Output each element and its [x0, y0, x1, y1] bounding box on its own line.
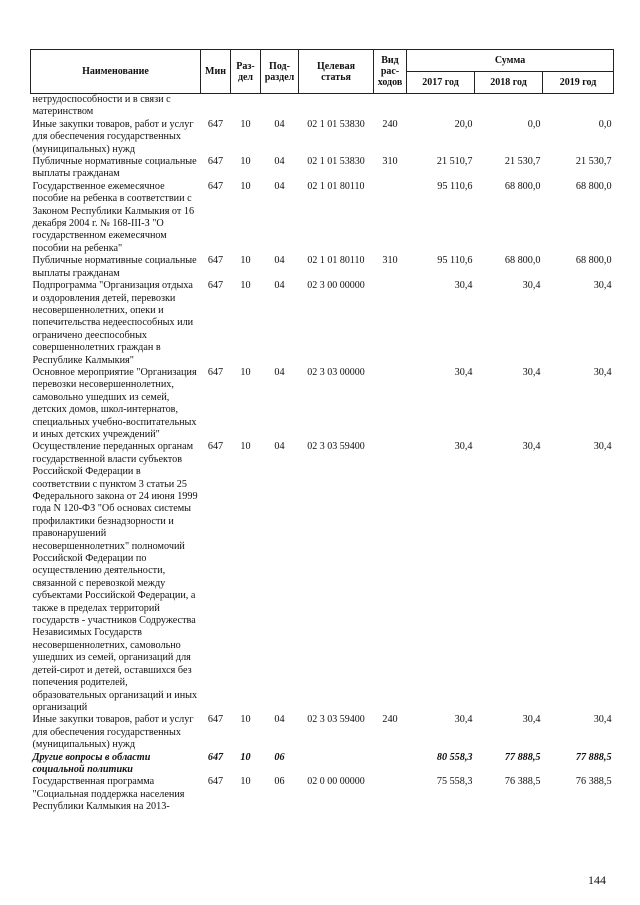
cell-2018: 76 388,5 [504, 776, 541, 788]
cell-razdel: 10 [240, 776, 251, 788]
table-header-row [31, 50, 614, 72]
cell-2019: 30,4 [593, 280, 612, 292]
header-2017: 2017 год [407, 72, 475, 94]
cell-2017: 30,4 [454, 714, 473, 726]
cell-razdel: 10 [240, 255, 251, 267]
cell-min: 647 [207, 714, 224, 726]
cell-name: Иные закупки товаров, работ и услуг для обеспечения государственных (муниципальных) нужд [32, 118, 194, 155]
cell-razdel [231, 94, 261, 119]
cell-min: 647 [207, 280, 224, 292]
cell-min: 647 [207, 255, 224, 267]
cell-vid: 310 [382, 156, 398, 168]
cell-vid [374, 441, 407, 714]
cell-2017: 80 558,3 [436, 751, 473, 763]
table-row [31, 367, 614, 441]
cell-2019 [543, 94, 614, 119]
header-summa: Сумма [407, 50, 614, 72]
cell-2017: 21 510,7 [436, 156, 473, 168]
cell-target [299, 752, 374, 777]
cell-podrazdel: 04 [274, 156, 285, 168]
table-row [31, 255, 614, 280]
cell-target: 02 1 01 80110 [307, 255, 365, 267]
page-number: 144 [588, 873, 606, 887]
cell-podrazdel: 06 [274, 751, 285, 763]
table-row [31, 714, 614, 751]
cell-2018: 21 530,7 [504, 156, 541, 168]
cell-2019: 77 888,5 [575, 751, 612, 763]
cell-podrazdel: 04 [274, 366, 285, 378]
header-razdel: Раз- дел [231, 50, 261, 94]
cell-min: 647 [207, 366, 224, 378]
header-2018: 2018 год [475, 72, 543, 94]
cell-2017: 75 558,3 [436, 776, 473, 788]
cell-target: 02 3 03 59400 [307, 714, 365, 726]
cell-vid [374, 280, 407, 367]
cell-podrazdel: 04 [274, 118, 285, 130]
cell-vid: 240 [382, 118, 398, 130]
cell-vid: 240 [382, 714, 398, 726]
cell-2019: 30,4 [593, 441, 612, 453]
table-row [31, 181, 614, 255]
cell-2018: 77 888,5 [504, 751, 541, 763]
cell-podrazdel: 04 [274, 441, 285, 453]
cell-razdel: 10 [240, 751, 251, 763]
table-row [31, 280, 614, 367]
cell-target: 02 1 01 53830 [307, 118, 365, 130]
cell-razdel: 10 [240, 156, 251, 168]
cell-razdel: 10 [240, 441, 251, 453]
cell-vid: 310 [382, 255, 398, 267]
cell-vid [374, 752, 407, 777]
header-podrazdel: Под- раздел [261, 50, 299, 94]
header-target: Целевая статья [299, 50, 374, 94]
cell-min [201, 94, 231, 119]
cell-2017 [407, 94, 475, 119]
cell-target: 02 1 01 53830 [307, 156, 365, 168]
table-row [31, 752, 614, 777]
cell-name: нетрудоспособности и в связи с материнством [32, 94, 171, 118]
cell-name: Другие вопросы в области социальной политики [32, 751, 151, 775]
cell-min: 647 [207, 180, 224, 192]
cell-2019: 21 530,7 [575, 156, 612, 168]
cell-2017: 20,0 [454, 118, 473, 130]
cell-name: Публичные нормативные социальные выплаты гражданам [32, 156, 197, 180]
cell-vid [374, 181, 407, 255]
cell-vid [374, 94, 407, 119]
cell-2018: 68 800,0 [504, 180, 541, 192]
cell-2019: 0,0 [598, 118, 612, 130]
cell-2018: 30,4 [522, 366, 541, 378]
cell-2019: 30,4 [593, 714, 612, 726]
cell-2017: 95 110,6 [437, 180, 473, 192]
cell-razdel: 10 [240, 180, 251, 192]
cell-2019: 68 800,0 [575, 180, 612, 192]
table-row [31, 441, 614, 714]
cell-podrazdel: 06 [274, 776, 285, 788]
cell-2018: 30,4 [522, 441, 541, 453]
cell-min: 647 [207, 156, 224, 168]
cell-podrazdel [261, 94, 299, 119]
header-2019: 2019 год [543, 72, 614, 94]
cell-razdel: 10 [240, 118, 251, 130]
header-min: Мин [201, 50, 231, 94]
cell-2019: 68 800,0 [575, 255, 612, 267]
cell-name: Публичные нормативные социальные выплаты гражданам [32, 255, 197, 279]
cell-name: Государственная программа "Социальная поддержка населения Республики Калмыкия на 2013- [32, 776, 185, 813]
cell-2017: 30,4 [454, 441, 473, 453]
cell-name: Осуществление переданных органам государственной власти субъектов Российской Федерации в соответствии с пунктом 3 статьи 25 Федерального закона от 24 июня 1999 года N 120-ФЗ "Об основах системы профилактики безнадзорности и правонарушений несовершеннолетних" полномочий Российской Федерации по осуществлению деятельности, связанной с перевозкой между субъектами Российской Федерации, а также в пределах территорий государств - участников Содружества Независимых Государств несовершеннолетних, самовольно ушедших из семей, организаций для детей-сирот и детей, оставшихся без попечения родителей, образовательных организаций и иных организаций [32, 441, 198, 713]
cell-name: Иные закупки товаров, работ и услуг для обеспечения государственных (муниципальных) нужд [32, 714, 194, 751]
cell-target: 02 3 03 59400 [307, 441, 365, 453]
cell-target [299, 94, 374, 119]
cell-min: 647 [207, 776, 224, 788]
cell-razdel: 10 [240, 280, 251, 292]
table-row [31, 94, 614, 119]
cell-target: 02 0 00 00000 [307, 776, 365, 788]
cell-name: Государственное ежемесячное пособие на ребенка в соответствии с Законом Республики Калмыкия от 16 декабря 2004 г. № 168-III-З "О государственном ежемесячном пособии на ребенка" [32, 180, 195, 254]
cell-podrazdel: 04 [274, 180, 285, 192]
table-row [31, 776, 614, 813]
cell-2018: 30,4 [522, 280, 541, 292]
cell-2019: 30,4 [593, 366, 612, 378]
header-name: Наименование [31, 50, 201, 94]
cell-podrazdel: 04 [274, 255, 285, 267]
cell-podrazdel: 04 [274, 280, 285, 292]
cell-min: 647 [207, 118, 224, 130]
cell-2017: 95 110,6 [437, 255, 473, 267]
cell-min: 647 [207, 441, 224, 453]
budget-table [30, 49, 614, 814]
cell-2017: 30,4 [454, 366, 473, 378]
cell-2018 [475, 94, 543, 119]
cell-podrazdel: 04 [274, 714, 285, 726]
cell-razdel: 10 [240, 714, 251, 726]
cell-2018: 68 800,0 [504, 255, 541, 267]
cell-2017: 30,4 [454, 280, 473, 292]
header-vid: Вид рас- ходов [374, 50, 407, 94]
cell-2018: 0,0 [527, 118, 541, 130]
cell-target: 02 3 03 00000 [307, 366, 365, 378]
table-row [31, 119, 614, 156]
cell-min: 647 [207, 751, 224, 763]
cell-2018: 30,4 [522, 714, 541, 726]
table-row [31, 156, 614, 181]
cell-target: 02 3 00 00000 [307, 280, 365, 292]
cell-name: Основное мероприятие "Организация перевозки несовершеннолетних, самовольно ушедших из семей, детских домов, школ-интернатов, специальных учебно-воспитательных и иных детских учреждений" [32, 366, 197, 440]
cell-name: Подпрограмма "Организация отдыха и оздоровления детей, перевозки несовершеннолетних, опеки и попечительства недееспособных или ограничено дееспособных совершеннолетних граждан в Республике Калмыкия" [32, 280, 194, 366]
table-body [31, 94, 614, 814]
cell-2019: 76 388,5 [575, 776, 612, 788]
cell-target: 02 1 01 80110 [307, 180, 365, 192]
cell-vid [374, 776, 407, 813]
cell-razdel: 10 [240, 366, 251, 378]
cell-vid [374, 367, 407, 441]
